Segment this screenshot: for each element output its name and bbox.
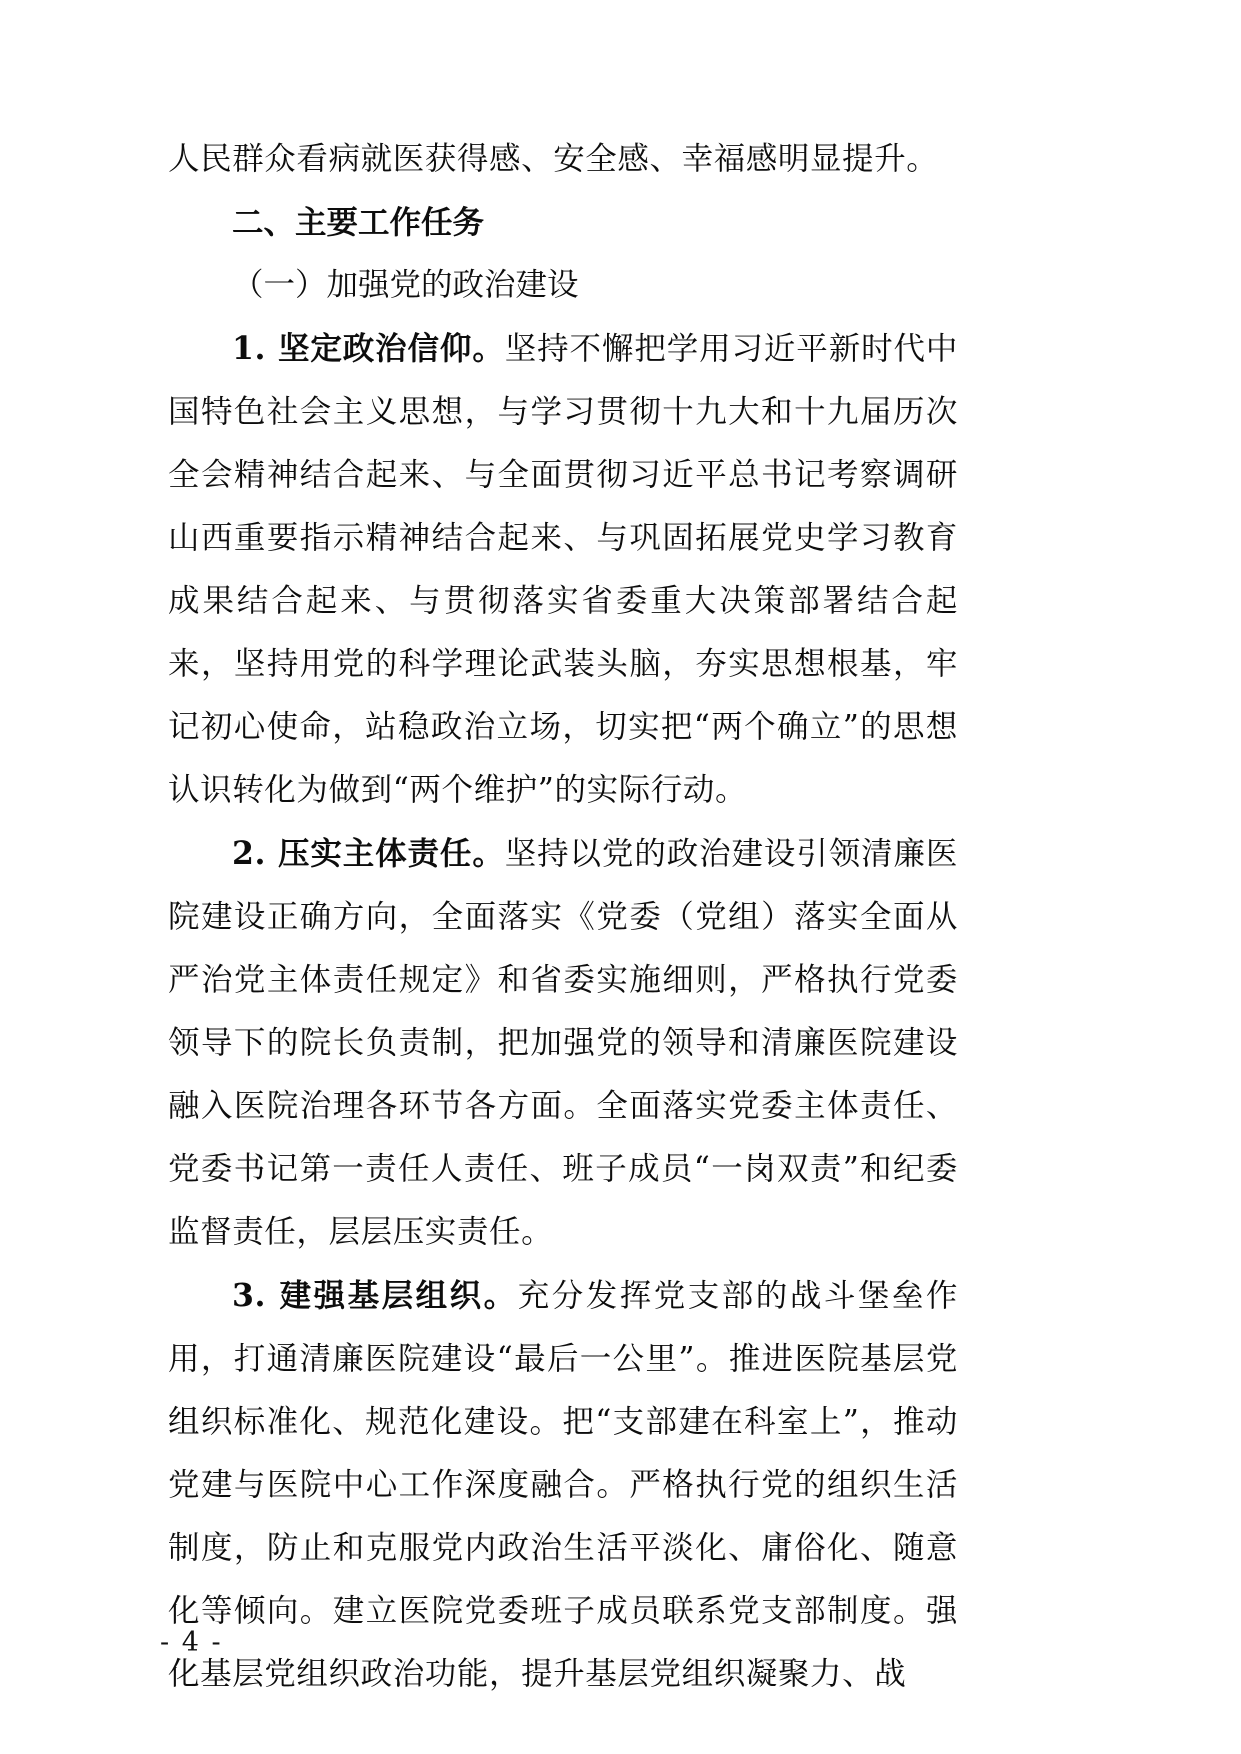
paragraph-intro: 人民群众看病就医获得感、安全感、幸福感明显提升。 [168,141,939,177]
item-3-lead: 3. 建强基层组织。 [232,1277,518,1314]
document-body [168,128,958,1706]
item-3-text: 充分发挥党支部的战斗堡垒作用，打通清廉医院建设“最后一公里”。推进医院基层党组织标准化、规范化建设。把“支部建在科室上”，推动党建与医院中心工作深度融合。严格执行党的组织生活制度，防止和克服党内政治生活平淡化、庸俗化、随意化等倾向。建立医院党委班子成员联系党支部制度。强化基层党组织政治功能，提升基层党组织凝聚力、战 [168,1278,958,1692]
item-2-lead: 2. 压实主体责任。 [232,835,505,872]
item-1-lead: 1. 坚定政治信仰。 [232,330,505,367]
item-1-text: 坚持不懈把学用习近平新时代中国特色社会主义思想，与学习贯彻十九大和十九届历次全会精神结合起来、与全面贯彻习近平总书记考察调研山西重要指示精神结合起来、与巩固拓展党史学习教育成果结合起来、与贯彻落实省委重大决策部署结合起来，坚持用党的科学理论武装头脑，夯实思想根基，牢记初心使命，站稳政治立场，切实把“两个确立”的思想认识转化为做到“两个维护”的实际行动。 [168,331,958,808]
section-heading-two: 二、主要工作任务 [232,204,485,241]
item-2-paragraph [168,822,958,1264]
item-2-text: 坚持以党的政治建设引领清廉医院建设正确方向，全面落实《党委（党组）落实全面从严治党主体责任规定》和省委实施细则，严格执行党委领导下的院长负责制，把加强党的领导和清廉医院建设融入医院治理各环节各方面。全面落实党委主体责任、党委书记第一责任人责任、班子成员“一岗双责”和纪委监督责任，层层压实责任。 [168,836,958,1250]
page-number: - 4 - [160,1627,223,1658]
item-1-paragraph [168,317,958,822]
subsection-heading-one: （一）加强党的政治建设 [232,267,579,303]
